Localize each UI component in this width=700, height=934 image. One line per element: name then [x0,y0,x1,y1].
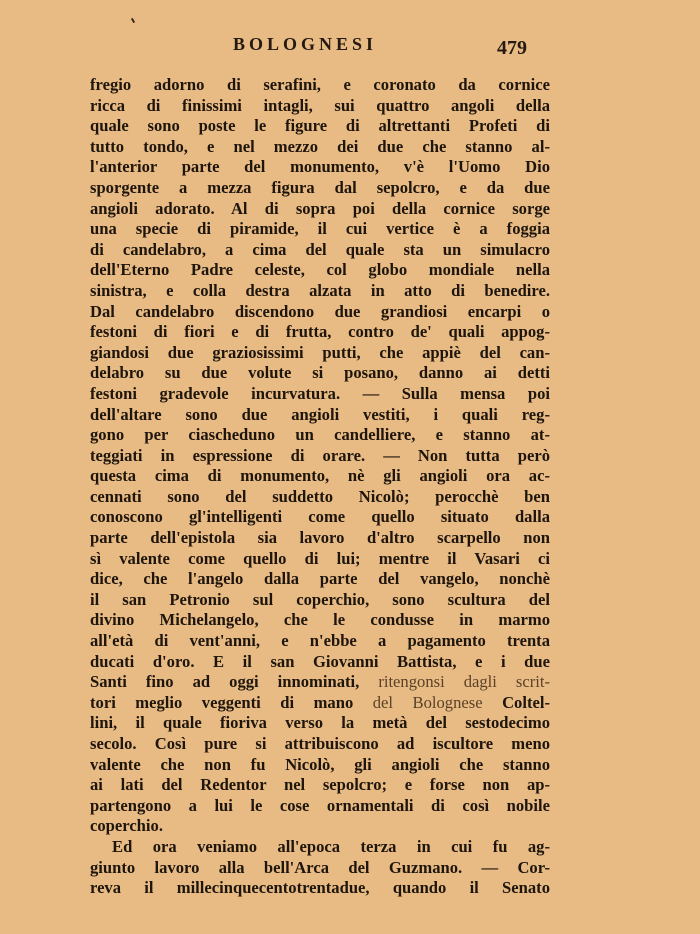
body-text [90,75,550,899]
text-segment: Coltel- [502,692,550,712]
text-line: valente che non fu Nicolò, gli angioli che stanno [90,754,550,774]
text-line-mixed [90,693,550,714]
text-line: festoni di fiori e di frutta, contro de' quali appog- [90,322,550,342]
text-line: quale sono poste le figure di altrettanti Profeti di [90,116,550,136]
text-line: l'anterior parte del monumento, v'è l'Uomo Dio [90,157,550,177]
text-line: Dal candelabro discendono due grandiosi encarpi o [90,301,550,321]
page-header [0,34,700,60]
ink-speck [131,18,135,23]
text-line: delabro su due volute si posano, danno ai detti [90,363,550,383]
text-line: dell'Eterno Padre celeste, col globo mondiale nella [90,260,550,280]
text-line: il san Petronio sul coperchio, sono scultura del [90,589,550,609]
text-line: giandosi due graziosissimi putti, che appiè del can- [90,342,550,362]
text-line: sporgente a mezza figura dal sepolcro, e da due [90,177,550,197]
text-line: lini, il quale fioriva verso la metà del sestodecimo [90,713,550,733]
text-line: ducati d'oro. E il san Giovanni Battista, e i due [90,651,550,671]
text-line: divino Michelangelo, che le condusse in marmo [90,610,550,630]
text-line: dell'altare sono due angioli vestiti, i quali reg- [90,404,550,424]
text-line: angioli adorato. Al di sopra poi della cornice sorge [90,198,550,218]
text-line: sinistra, e colla destra alzata in atto di benedire. [90,280,550,300]
text-line: fregio adorno di serafini, e coronato da cornice [90,75,550,94]
text-line: sì valente come quello di lui; mentre il Vasari ci [90,548,550,568]
text-line-mixed [90,672,550,693]
text-line: teggiati in espressione di orare. — Non tutta però [90,445,550,465]
text-segment: tori meglio veggenti di mano [90,692,354,712]
text-line: all'età di vent'anni, e n'ebbe a pagamento trenta [90,631,550,651]
text-segment: Santi fino ad oggi innominati, [90,672,360,692]
faded-text-segment: ritengonsi dagli scrit- [378,672,550,692]
text-line: parte dell'epistola sia lavoro d'altro scarpello non [90,528,550,548]
faded-text-segment: del Bolognese [372,692,483,712]
running-head: BOLOGNESI [233,34,378,54]
page-number: 479 [497,37,527,59]
text-line: ai lati del Redentor nel sepolcro; e forse non ap- [90,775,550,795]
text-line: giunto lavoro alla bell'Arca del Guzmano. — Cor- [90,857,550,877]
text-line: gono per ciascheduno un candelliere, e stanno at- [90,425,550,445]
text-line: questa cima di monumento, nè gli angioli ora ac- [90,466,550,486]
text-line: partengono a lui le cose ornamentali di così nobile [90,795,550,815]
text-line: dice, che l'angelo dalla parte del vangelo, nonchè [90,569,550,589]
text-line: conoscono gl'intelligenti come quello situato dalla [90,507,550,527]
text-line: tutto tondo, e nel mezzo dei due che stanno al- [90,136,550,156]
text-line: secolo. Così pure si attribuiscono ad iscultore meno [90,734,550,753]
text-line: festoni gradevole incurvatura. — Sulla mensa poi [90,383,550,403]
text-line-paragraph-start: Ed ora veniamo all'epoca terza in cui fu ag- [112,836,550,856]
text-line: reva il millecinquecentotrentadue, quando il Senato [90,878,550,898]
text-line: una specie di piramide, il cui vertice è a foggia [90,219,550,239]
text-line: di candelabro, a cima del quale sta un simulacro [90,239,550,259]
text-line: cennati sono del suddetto Nicolò; perocchè ben [90,486,550,506]
text-line: ricca di finissimi intagli, sui quattro angoli della [90,95,550,115]
text-line-paragraph-end: coperchio. [90,816,163,836]
